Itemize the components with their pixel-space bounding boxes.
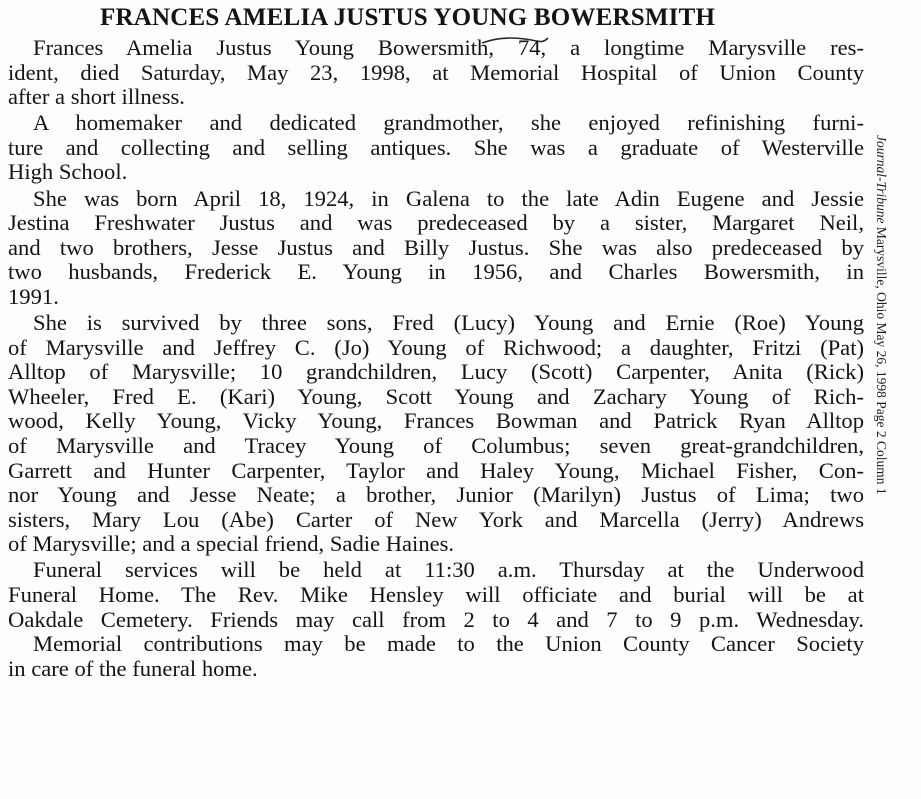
text-line: ture and collecting and selling antiques. She was a graduate of Westerville <box>8 134 864 160</box>
text-line: Jestina Freshwater Justus and was predeceased by a sister, Margaret Neil, <box>8 210 864 236</box>
obituary-headline: FRANCES AMELIA JUSTUS YOUNG BOWERSMITH <box>100 4 716 31</box>
source-citation <box>874 135 909 595</box>
text-line: and two brothers, Jesse Justus and Billy Justus. She was also predeceased by <box>8 234 864 260</box>
text-line: Frances Amelia Justus Young Bowersmith, 74, a longtime Marysville res- <box>33 35 864 60</box>
text-line: ident, died Saturday, May 23, 1998, at Memorial Hospital of Union County <box>8 59 864 85</box>
text-line: two husbands, Frederick E. Young in 1956, and Charles Bowersmith, in <box>8 259 864 285</box>
text-line: of Marysville and Jeffrey C. (Jo) Young of Richwood; a daughter, Fritzi (Pat) <box>8 334 864 360</box>
text-line: Wheeler, Fred E. (Kari) Young, Scott Young and Zachary Young of Rich- <box>8 383 864 409</box>
text-line: Garrett and Hunter Carpenter, Taylor and Haley Young, Michael Fisher, Con- <box>8 457 864 483</box>
text-line: Funeral services will be held at 11:30 a.m. Thursday at the Underwood <box>33 557 864 583</box>
text-line: Alltop of Marysville; 10 grandchildren, Lucy (Scott) Carpenter, Anita (Rick) <box>8 359 864 385</box>
text-line: wood, Kelly Young, Vicky Young, Frances Bowman and Patrick Ryan Alltop <box>8 408 864 434</box>
text-line: Oakdale Cemetery. Friends may call from 2 to 4 and 7 to 9 p.m. Wednesday. <box>8 606 864 632</box>
text-line: She is survived by three sons, Fred (Lucy) Young and Ernie (Roe) Young <box>33 310 864 336</box>
publication-details: Marysville, Ohio May 26, 1998 Page 2 Column 1 <box>874 226 889 495</box>
text-line: Funeral Home. The Rev. Mike Hensley will officiate and burial will be at <box>8 582 864 608</box>
text-line: High School. <box>8 159 128 185</box>
text-line: of Marysville; and a special friend, Sadie Haines. <box>8 531 455 557</box>
text-line: 1991. <box>8 283 59 309</box>
paragraph-biography <box>8 111 864 185</box>
paragraph-birth-family <box>8 187 864 310</box>
publication-name: Journal-Tribune <box>874 135 889 224</box>
paragraph-death-notice <box>8 36 864 110</box>
paragraph-survivors <box>8 311 864 557</box>
paragraph-services <box>8 558 864 681</box>
text-line: sisters, Mary Lou (Abe) Carter of New York and Marcella (Jerry) Andrews <box>8 506 864 532</box>
text-line: She was born April 18, 1924, in Galena to the late Adin Eugene and Jessie <box>33 185 864 211</box>
text-line: nor Young and Jesse Neate; a brother, Junior (Marilyn) Justus of Lima; two <box>8 482 864 508</box>
text-line: Memorial contributions may be made to the Union County Cancer Society <box>33 631 864 657</box>
text-line: after a short illness. <box>8 84 185 110</box>
text-line: in care of the funeral home. <box>8 655 258 681</box>
obituary-body <box>8 36 864 683</box>
text-line: of Marysville and Tracey Young of Columbus; seven great-grandchildren, <box>8 433 864 458</box>
source-citation-text <box>873 135 889 495</box>
text-line: A homemaker and dedicated grandmother, she enjoyed refinishing furni- <box>33 110 864 136</box>
